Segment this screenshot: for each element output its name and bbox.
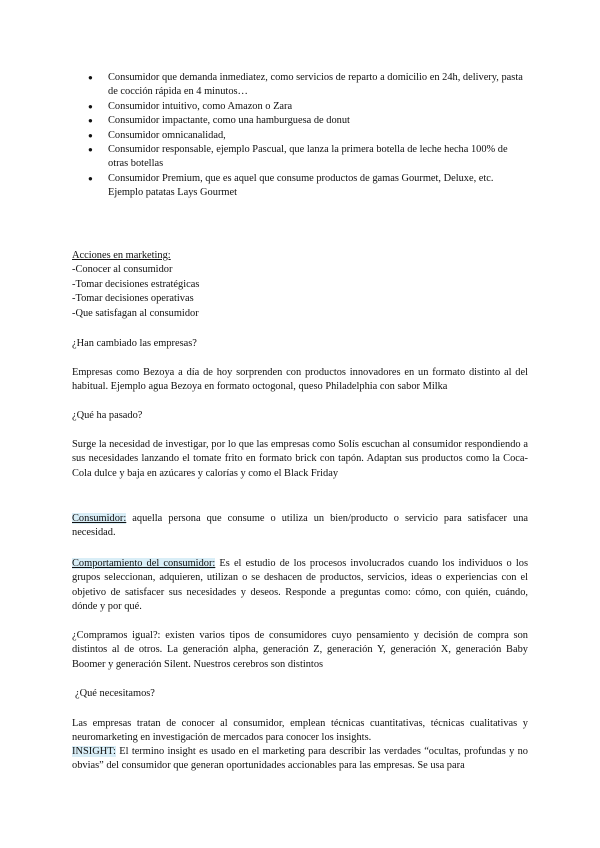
question-companies-changed: ¿Han cambiado las empresas? <box>72 338 197 349</box>
marketing-action-item: -Tomar decisiones estratégicas <box>72 278 200 290</box>
paragraph-solis: Surge la necesidad de investigar, por lo que las empresas como Solís escuchan al consumidor respondiendo a sus necesidades lanzando el tomate frito en formato brick con tapón. Adaptan sus productos como la Coca-Cola dulce y baja en azúcares y calorías y como el Black Friday <box>72 439 528 479</box>
definition-comportamiento <box>72 557 528 615</box>
marketing-action-item: -Tomar decisiones operativas <box>72 293 194 305</box>
question-what-we-need: ¿Qué necesitamos? <box>75 688 155 699</box>
marketing-actions-section <box>72 249 528 321</box>
list-item: ● Consumidor intuitivo, como Amazon o Zara <box>88 100 528 114</box>
term-comportamiento: Comportamiento del consumidor: <box>72 558 216 569</box>
definition-insight-text: El termino insight es usado en el marketing para describir las verdades “ocultas, profundas y no obvias” del consumidor que generan oportunidades accionables para las empresas. Se usa para <box>72 746 528 772</box>
term-consumidor: Consumidor: <box>72 513 127 524</box>
question-what-happened: ¿Qué ha pasado? <box>72 410 143 421</box>
paragraph-compramos-igual: ¿Compramos igual?: existen varios tipos de consumidores cuyo pensamiento y decisión de compra son distintos al de otros. La generación alpha, generación Z, generación Y, generación X, generación Baby Boomer y generación Silent. Nuestros cerebros son distintos <box>72 630 528 670</box>
marketing-action-item: -Conocer al consumidor <box>72 264 173 276</box>
term-insight: INSIGHT: <box>72 746 116 757</box>
list-item: ● Consumidor que demanda inmediatez, como servicios de reparto a domicilio en 24h, delivery, pasta de cocción rápida en 4 minutos… <box>88 71 528 100</box>
marketing-actions-title: Acciones en marketing: <box>72 250 171 261</box>
marketing-action-item: -Que satisfagan al consumidor <box>72 307 199 319</box>
list-item: ● Consumidor Premium, que es aquel que consume productos de gamas Gourmet, Deluxe, etc. Ejemplo patatas Lays Gourmet <box>88 172 528 201</box>
definition-comportamiento-text: Es el estudio de los procesos involucrados cuando los individuos o los grupos seleccionan, adquieren, utilizan o se deshacen de productos, servicios, ideas o experiencias con el objetivo de satisfacer sus necesidades y deseos. Responde a preguntas como: cómo, con quién, cuándo, dónde y por qué. <box>72 558 528 613</box>
list-item: ● Consumidor omnicanalidad, <box>88 129 528 143</box>
list-item: ● Consumidor impactante, como una hamburguesa de donut <box>88 114 528 128</box>
definition-insight <box>72 745 528 774</box>
list-item: ● Consumidor responsable, ejemplo Pascual, que lanza la primera botella de leche hecha 100% de otras botellas <box>88 143 528 172</box>
paragraph-bezoya: Empresas como Bezoya a día de hoy sorprenden con productos innovadores en un formato distinto al del habitual. Ejemplo agua Bezoya en formato octogonal, queso Philadelphia con sabor Milka <box>72 367 528 393</box>
paragraph-techniques: Las empresas tratan de conocer al consumidor, emplean técnicas cuantitativas, técnicas cualitativas y neuromarketing en investigación de mercados para conocer los insights. <box>72 718 528 744</box>
definition-consumidor-text: aquella persona que consume o utiliza un bien/producto o servicio para satisfacer una necesidad. <box>72 513 528 539</box>
consumer-types-list <box>88 71 528 201</box>
definition-consumidor <box>72 512 528 541</box>
